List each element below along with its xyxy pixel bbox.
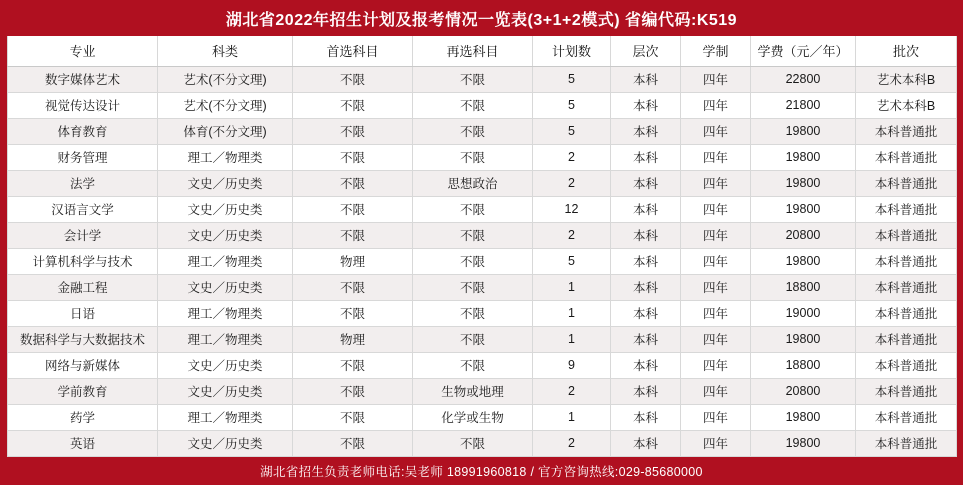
cell-plan-count: 2 [533,430,611,456]
cell-duration: 四年 [681,248,751,274]
cell-tuition: 22800 [751,66,856,92]
column-header-batch: 批次 [856,36,957,66]
column-header-tuition: 学费（元／年） [751,36,856,66]
table-row [8,222,957,248]
cell-plan-count: 12 [533,196,611,222]
cell-tuition: 20800 [751,222,856,248]
cell-major: 药学 [8,404,158,430]
cell-plan-count: 1 [533,274,611,300]
cell-plan-count: 5 [533,118,611,144]
cell-major: 计算机科学与技术 [8,248,158,274]
table-row [8,170,957,196]
cell-plan-count: 2 [533,144,611,170]
cell-batch: 本科普通批 [856,326,957,352]
document-title-bar [7,0,956,36]
cell-plan-count: 9 [533,352,611,378]
cell-secondary-subject: 不限 [413,222,533,248]
table-row [8,430,957,456]
cell-category: 理工／物理类 [158,300,293,326]
cell-tuition: 18800 [751,274,856,300]
column-header-primary-subject: 首选科目 [293,36,413,66]
cell-secondary-subject: 生物或地理 [413,378,533,404]
cell-secondary-subject: 化学或生物 [413,404,533,430]
column-header-level: 层次 [611,36,681,66]
document-footer-bar [7,457,956,485]
cell-major: 学前教育 [8,378,158,404]
cell-category: 文史／历史类 [158,170,293,196]
cell-duration: 四年 [681,92,751,118]
cell-duration: 四年 [681,144,751,170]
cell-tuition: 19800 [751,430,856,456]
cell-plan-count: 1 [533,300,611,326]
cell-duration: 四年 [681,170,751,196]
cell-batch: 本科普通批 [856,170,957,196]
cell-tuition: 19800 [751,196,856,222]
cell-batch: 艺术本科B [856,66,957,92]
cell-duration: 四年 [681,352,751,378]
cell-plan-count: 5 [533,92,611,118]
cell-major: 会计学 [8,222,158,248]
column-header-duration: 学制 [681,36,751,66]
column-header-plan-count: 计划数 [533,36,611,66]
cell-primary-subject: 不限 [293,144,413,170]
cell-batch: 本科普通批 [856,430,957,456]
cell-secondary-subject: 不限 [413,144,533,170]
table-row [8,248,957,274]
cell-duration: 四年 [681,222,751,248]
cell-major: 金融工程 [8,274,158,300]
cell-secondary-subject: 不限 [413,326,533,352]
cell-category: 文史／历史类 [158,222,293,248]
cell-level: 本科 [611,196,681,222]
table-row [8,300,957,326]
table-row [8,118,957,144]
table-row [8,352,957,378]
cell-secondary-subject: 不限 [413,248,533,274]
cell-primary-subject: 物理 [293,248,413,274]
cell-duration: 四年 [681,196,751,222]
cell-plan-count: 1 [533,404,611,430]
cell-primary-subject: 不限 [293,352,413,378]
table-row [8,92,957,118]
cell-secondary-subject: 不限 [413,196,533,222]
cell-duration: 四年 [681,378,751,404]
column-header-major: 专业 [8,36,158,66]
cell-batch: 本科普通批 [856,274,957,300]
cell-category: 文史／历史类 [158,430,293,456]
admission-plan-table [7,36,957,457]
cell-secondary-subject: 不限 [413,300,533,326]
cell-duration: 四年 [681,430,751,456]
cell-tuition: 19800 [751,248,856,274]
cell-secondary-subject: 不限 [413,118,533,144]
cell-plan-count: 2 [533,222,611,248]
cell-category: 理工／物理类 [158,248,293,274]
cell-batch: 本科普通批 [856,248,957,274]
plan-table-container [7,36,956,457]
cell-level: 本科 [611,300,681,326]
cell-secondary-subject: 不限 [413,66,533,92]
cell-category: 文史／历史类 [158,352,293,378]
cell-primary-subject: 不限 [293,300,413,326]
cell-primary-subject: 不限 [293,66,413,92]
cell-tuition: 19000 [751,300,856,326]
contact-info: 湖北省招生负责老师电话:吴老师 18991960818 / 官方咨询热线:029-85680000 [260,465,703,479]
cell-level: 本科 [611,274,681,300]
column-header-category: 科类 [158,36,293,66]
table-row [8,378,957,404]
cell-duration: 四年 [681,404,751,430]
cell-major: 数据科学与大数据技术 [8,326,158,352]
cell-primary-subject: 不限 [293,170,413,196]
cell-major: 网络与新媒体 [8,352,158,378]
cell-major: 视觉传达设计 [8,92,158,118]
cell-primary-subject: 不限 [293,222,413,248]
cell-level: 本科 [611,118,681,144]
cell-duration: 四年 [681,300,751,326]
table-row [8,404,957,430]
cell-primary-subject: 不限 [293,430,413,456]
cell-level: 本科 [611,170,681,196]
column-header-secondary-subject: 再选科目 [413,36,533,66]
cell-category: 体育(不分文理) [158,118,293,144]
cell-secondary-subject: 思想政治 [413,170,533,196]
cell-tuition: 19800 [751,404,856,430]
cell-duration: 四年 [681,66,751,92]
cell-major: 法学 [8,170,158,196]
cell-primary-subject: 不限 [293,196,413,222]
cell-plan-count: 2 [533,170,611,196]
cell-batch: 本科普通批 [856,118,957,144]
cell-major: 体育教育 [8,118,158,144]
cell-tuition: 19800 [751,118,856,144]
cell-major: 数字媒体艺术 [8,66,158,92]
table-row [8,326,957,352]
cell-level: 本科 [611,248,681,274]
cell-tuition: 19800 [751,170,856,196]
cell-batch: 本科普通批 [856,196,957,222]
page-title: 湖北省2022年招生计划及报考情况一览表(3+1+2模式) 省编代码:K519 [225,11,738,29]
cell-plan-count: 5 [533,248,611,274]
cell-level: 本科 [611,378,681,404]
table-row [8,66,957,92]
cell-category: 文史／历史类 [158,274,293,300]
cell-level: 本科 [611,326,681,352]
cell-level: 本科 [611,404,681,430]
cell-major: 英语 [8,430,158,456]
cell-category: 理工／物理类 [158,404,293,430]
cell-category: 艺术(不分文理) [158,66,293,92]
cell-category: 艺术(不分文理) [158,92,293,118]
cell-secondary-subject: 不限 [413,274,533,300]
cell-secondary-subject: 不限 [413,92,533,118]
cell-plan-count: 1 [533,326,611,352]
cell-category: 文史／历史类 [158,378,293,404]
table-row [8,274,957,300]
cell-batch: 艺术本科B [856,92,957,118]
cell-batch: 本科普通批 [856,300,957,326]
cell-level: 本科 [611,66,681,92]
cell-level: 本科 [611,92,681,118]
cell-major: 财务管理 [8,144,158,170]
cell-level: 本科 [611,430,681,456]
cell-tuition: 19800 [751,144,856,170]
cell-tuition: 20800 [751,378,856,404]
cell-level: 本科 [611,352,681,378]
cell-tuition: 18800 [751,352,856,378]
cell-major: 汉语言文学 [8,196,158,222]
cell-plan-count: 2 [533,378,611,404]
cell-primary-subject: 不限 [293,404,413,430]
cell-major: 日语 [8,300,158,326]
cell-primary-subject: 不限 [293,274,413,300]
table-row [8,144,957,170]
cell-batch: 本科普通批 [856,222,957,248]
cell-level: 本科 [611,222,681,248]
cell-primary-subject: 物理 [293,326,413,352]
cell-tuition: 21800 [751,92,856,118]
cell-category: 理工／物理类 [158,326,293,352]
cell-plan-count: 5 [533,66,611,92]
cell-tuition: 19800 [751,326,856,352]
table-body [8,66,957,456]
cell-category: 理工／物理类 [158,144,293,170]
cell-level: 本科 [611,144,681,170]
table-header-row [8,36,957,66]
cell-category: 文史／历史类 [158,196,293,222]
cell-duration: 四年 [681,274,751,300]
cell-batch: 本科普通批 [856,404,957,430]
cell-batch: 本科普通批 [856,144,957,170]
table-row [8,196,957,222]
cell-primary-subject: 不限 [293,118,413,144]
cell-primary-subject: 不限 [293,92,413,118]
cell-batch: 本科普通批 [856,378,957,404]
cell-duration: 四年 [681,326,751,352]
cell-primary-subject: 不限 [293,378,413,404]
cell-duration: 四年 [681,118,751,144]
cell-batch: 本科普通批 [856,352,957,378]
cell-secondary-subject: 不限 [413,430,533,456]
cell-secondary-subject: 不限 [413,352,533,378]
